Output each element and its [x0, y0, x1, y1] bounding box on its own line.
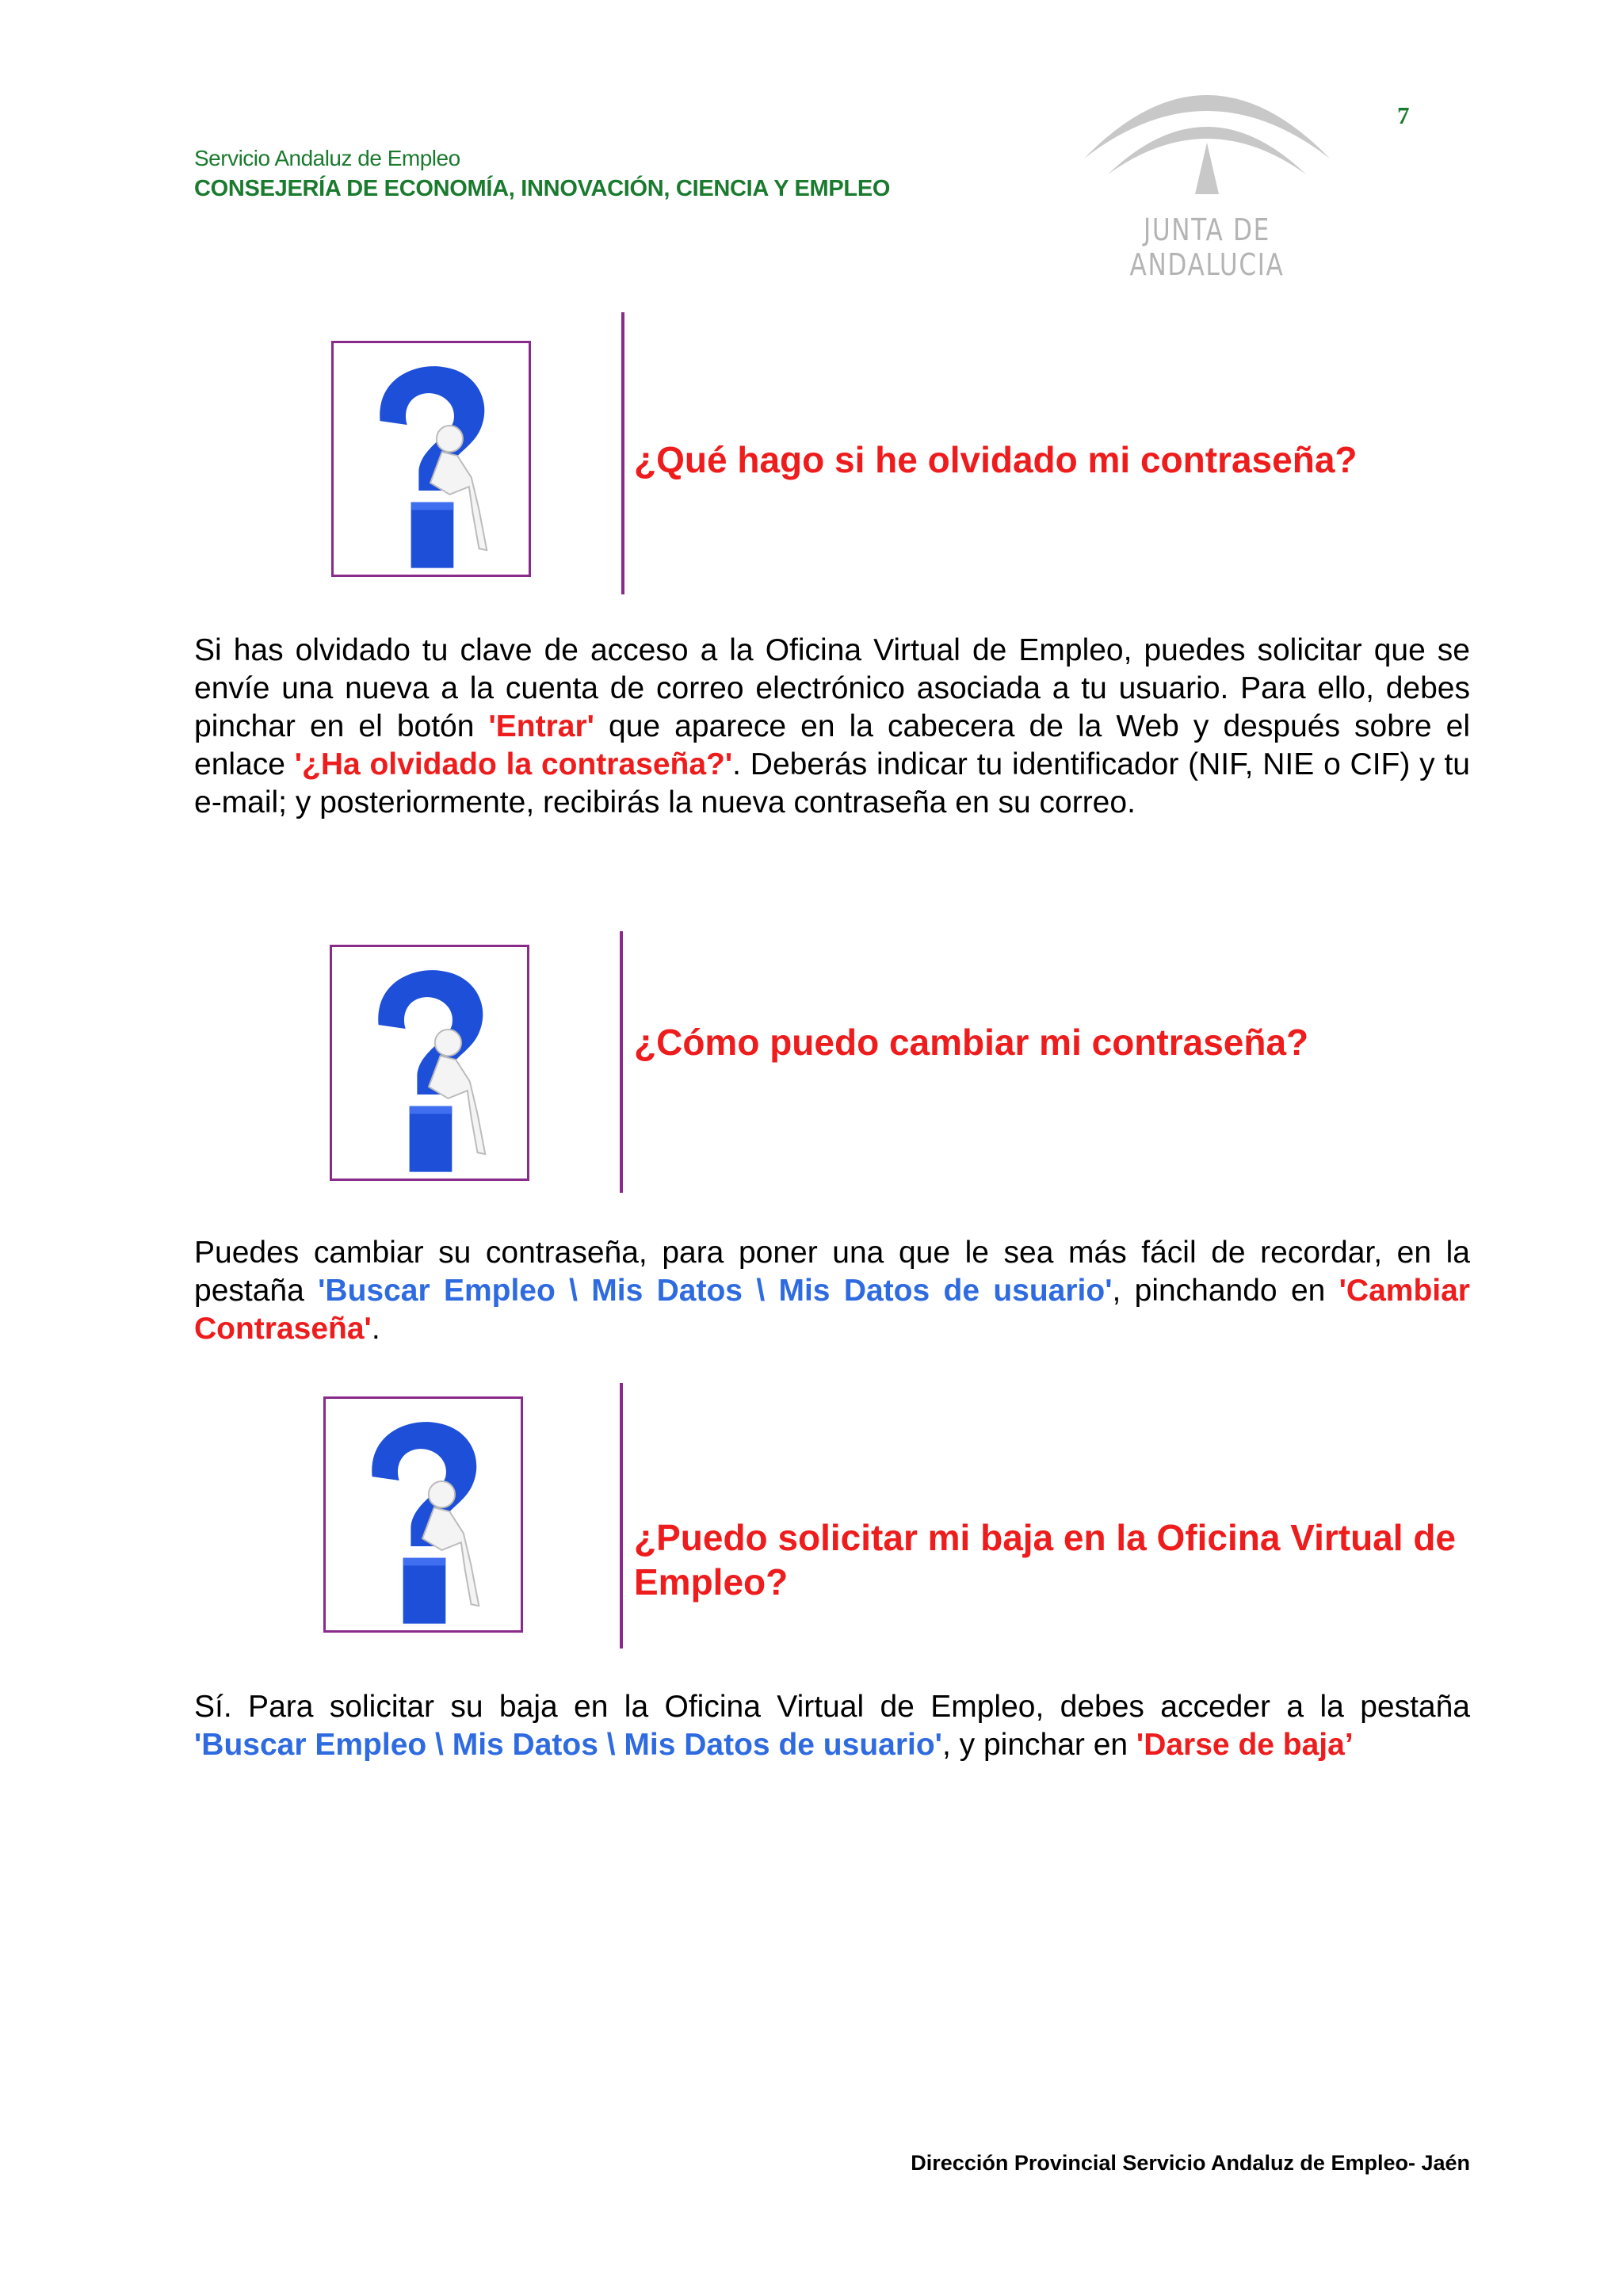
forgot-password-link-reference: '¿Ha olvidado la contraseña?': [294, 747, 733, 781]
question-icon-box-3: [323, 1396, 523, 1633]
mis-datos-path-reference: 'Buscar Empleo \ Mis Datos \ Mis Datos de usuario': [194, 1728, 942, 1762]
faq-answer-2: [194, 1234, 1470, 1348]
answer-text: Si has olvidado tu clave de acceso a la Oficina Virtual de Empleo, puedes solicitar que se envíe una nueva a la cuenta de correo electrónico asociada a tu usuario. Para ello, debes pinchar en el botón: [194, 633, 1470, 743]
faq-question-3: ¿Puedo solicitar mi baja en la Oficina Virtual de Empleo?: [634, 1517, 1456, 1603]
answer-text: Sí. Para solicitar su baja en la Oficina Virtual de Empleo, debes acceder a la pestaña: [194, 1690, 1470, 1724]
mis-datos-path-reference: 'Buscar Empleo \ Mis Datos \ Mis Datos de usuario': [318, 1274, 1113, 1308]
answer-text: , y pinchar en: [941, 1728, 1136, 1762]
faq-question-1: ¿Qué hago si he olvidado mi contraseña?: [634, 439, 1358, 480]
divider-line-1: [621, 312, 624, 594]
change-password-reference: 'Cambiar Contraseña': [194, 1274, 1470, 1346]
header-organization: Servicio Andaluz de Empleo: [194, 146, 460, 170]
question-icon-box-2: [330, 945, 529, 1181]
question-mark-icon: [334, 343, 529, 575]
faq-answer-3: [194, 1688, 1470, 1764]
footer-text: Dirección Provincial Servicio Andaluz de Empleo- Jaén: [911, 2151, 1470, 2175]
entrar-button-reference: 'Entrar': [488, 709, 594, 743]
faq-question-2: ¿Cómo puedo cambiar mi contraseña?: [634, 1022, 1309, 1063]
answer-text: Puedes cambiar su contraseña, para poner una que le sea más fácil de recordar, en la pestaña: [194, 1236, 1470, 1308]
header-department: CONSEJERÍA DE ECONOMÍA, INNOVACIÓN, CIENCIA Y EMPLEO: [194, 176, 891, 201]
page-number: 7: [1397, 101, 1410, 129]
question-mark-icon: [326, 1399, 521, 1630]
divider-line-2: [620, 931, 623, 1193]
question-icon-box-1: [331, 341, 531, 577]
faq-answer-1: [194, 632, 1470, 822]
divider-line-3: [620, 1383, 623, 1648]
unsubscribe-reference: 'Darse de baja’: [1136, 1728, 1354, 1762]
answer-text: , pinchando en: [1112, 1274, 1339, 1308]
answer-text: .: [371, 1312, 380, 1346]
logo-text: JUNTA DE ANDALUCIA: [1129, 212, 1285, 282]
question-mark-icon: [332, 947, 527, 1179]
answer-text: . Deberás indicar tu identificador (NIF, NIE o CIF) y tu e-mail; y posteriormente, recibirás la nueva contraseña en su correo.: [194, 747, 1470, 819]
answer-text: que aparece en la cabecera de la Web y después sobre el enlace: [194, 709, 1470, 781]
